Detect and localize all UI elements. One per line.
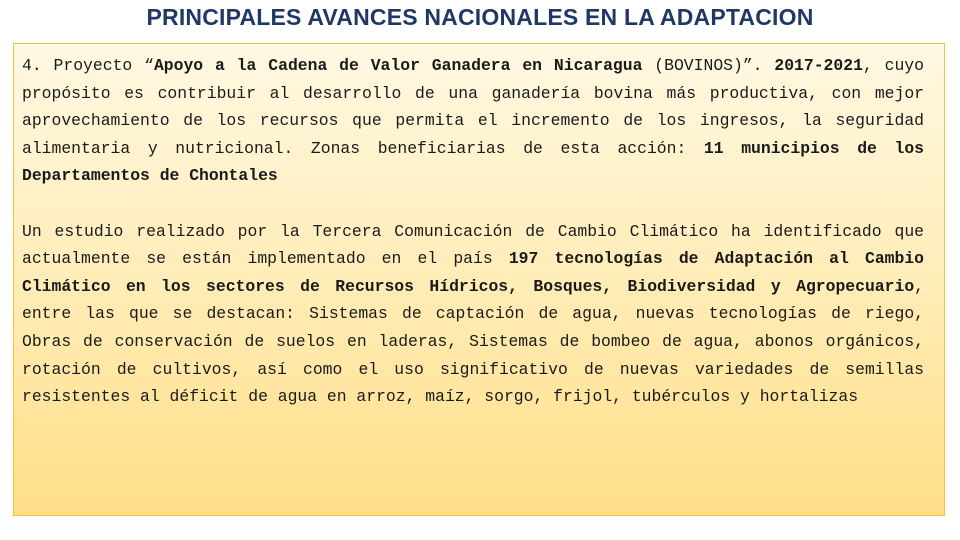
study-intro: Un estudio realizado por la Tercera Comunicación de Cambio Climático ha identificado que actualmente se están implementado en el país <box>22 221 924 269</box>
project-period: 2017-2021 <box>774 56 863 75</box>
study-paragraph <box>22 218 924 411</box>
project-subject: (BOVINOS)”. <box>642 56 775 75</box>
project-beneficiary-zones: 11 municipios de los Departamentos de Chontales <box>22 138 924 186</box>
content-box <box>13 43 945 516</box>
project-purpose: , cuyo propósito es contribuir al desarrollo de una ganadería bovina más productiva, con mejor aprovechamiento de los recursos que permita el incremento de los ingresos, la seguridad alimentaria y nutricional. Zonas beneficiarias de esta acción: <box>22 56 924 158</box>
slide-title: PRINCIPALES AVANCES NACIONALES EN LA ADAPTACION <box>146 4 814 30</box>
technologies-count: 197 tecnologías de Adaptación al Cambio Climático en los sectores de Recursos Hídricos, Bosques, Biodiversidad y Agropecuario <box>22 249 925 296</box>
project-paragraph <box>22 52 924 190</box>
project-number-text: 4. Proyecto “ <box>22 56 154 75</box>
technologies-list: , entre las que se destacan: Sistemas de captación de agua, nuevas tecnologías de riego, Obras de conservación de suelos en laderas, Sistemas de bombeo de agua, abonos orgánicos, rotación de cultivos, así como el uso significativo de nuevas variedades de semillas resistentes al déficit de agua en arroz, maíz, sorgo, frijol, tubérculos y hortalizas <box>22 276 924 407</box>
project-name: Apoyo a la Cadena de Valor Ganadera en Nicaragua <box>153 56 643 75</box>
